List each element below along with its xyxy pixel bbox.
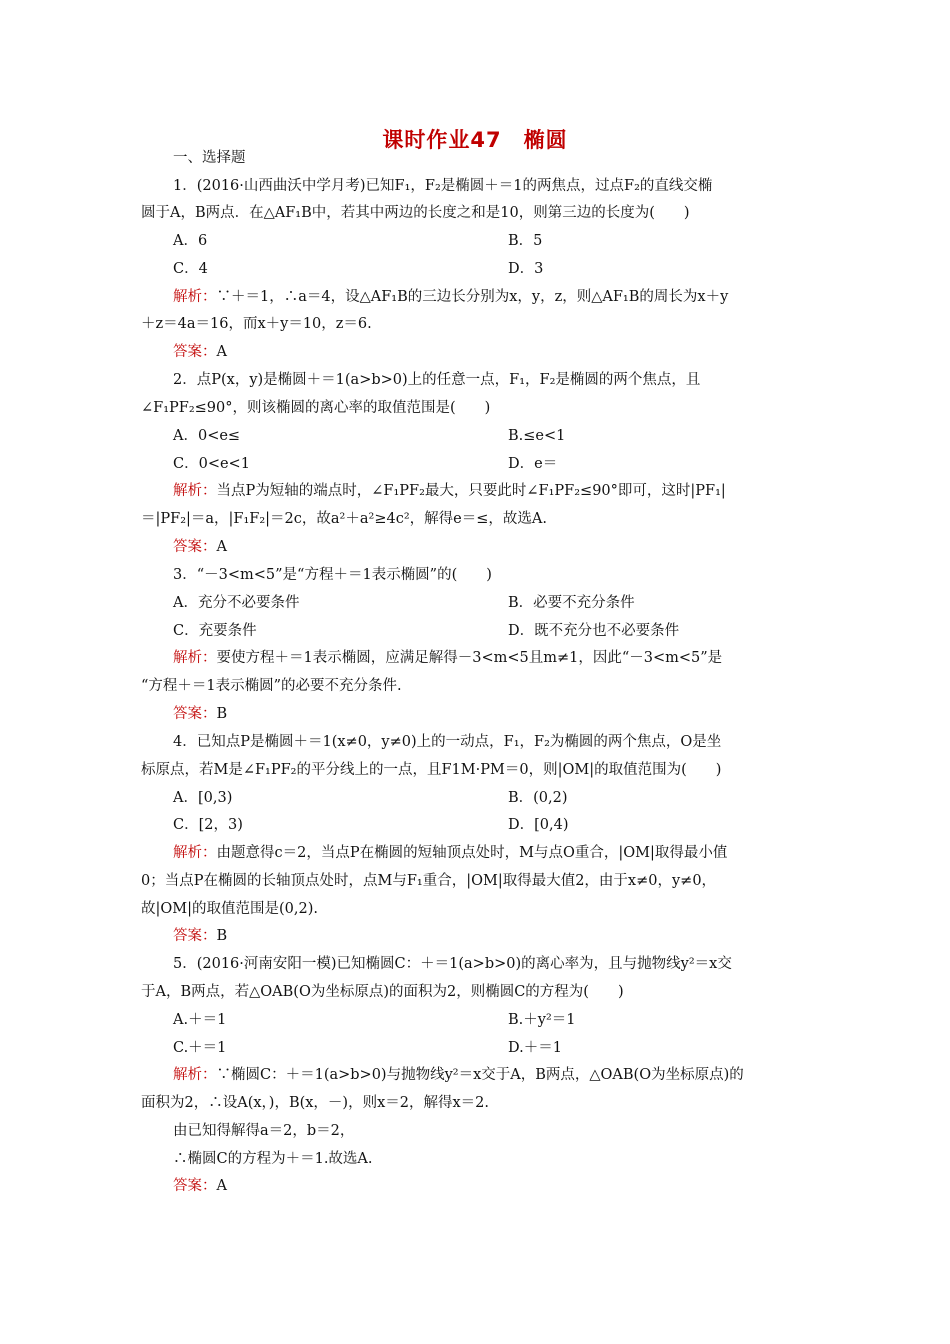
q4-option-d: D．[0,4): [508, 817, 569, 833]
section-heading: 一、选择题: [173, 150, 246, 166]
q2-stem-line2: ∠F₁PF₂≤90°，则该椭圆的离心率的取值范围是( ): [141, 400, 491, 416]
q1-solution-label: 解析：: [173, 289, 217, 305]
q5-stem-line2: 于A，B两点，若△OAB(O为坐标原点)的面积为2，则椭圆C的方程为( ): [141, 984, 624, 1000]
q4-options-row1: [173, 788, 843, 808]
q4-option-a: A．[0,3): [173, 790, 233, 806]
q3-answer-label: 答案：: [173, 706, 217, 722]
q5-solution-line3: 由已知得解得a＝2，b＝2，: [173, 1123, 355, 1139]
q1-option-c: C．4: [173, 261, 208, 277]
q3-answer-value: B: [216, 706, 228, 722]
q5-solution-label: 解析：: [173, 1067, 217, 1083]
q1-option-b: B．5: [508, 233, 543, 249]
q1-solution-text1: ∵＋＝1，∴a＝4，设△AF₁B的三边长分别为x，y，z，则△AF₁B的周长为x＋y: [216, 289, 729, 305]
q4-answer: [173, 926, 843, 946]
q4-answer-label: 答案：: [173, 928, 217, 944]
q5-solution-line4: ∴椭圆C的方程为＋＝1.故选A.: [173, 1151, 373, 1167]
q3-option-b: B．必要不充分条件: [508, 595, 635, 611]
q1-answer-label: 答案：: [173, 344, 217, 360]
q2-options-row1: [173, 426, 843, 446]
q1-stem-line1: 1．(2016·山西曲沃中学月考)已知F₁，F₂是椭圆＋＝1的两焦点，过点F₂的直线交椭: [173, 178, 713, 194]
q2-answer-label: 答案：: [173, 539, 217, 555]
q5-solution-line2: 面积为2，∴设A(x，)，B(x，－)，则x＝2，解得x＝2.: [141, 1095, 489, 1111]
q4-solution-line1: [173, 843, 843, 863]
q1-stem-line2: 圆于A，B两点．在△AF₁B中，若其中两边的长度之和是10，则第三边的长度为( ): [141, 205, 690, 221]
q1-answer-value: A: [216, 344, 227, 360]
q5-answer-value: A: [216, 1178, 227, 1194]
q1-option-d: D．3: [508, 261, 544, 277]
q3-option-a: A．充分不必要条件: [173, 595, 300, 611]
q5-answer: [173, 1176, 843, 1196]
q5-stem-line1: 5．(2016·河南安阳一模)已知椭圆C：＋＝1(a>b>0)的离心率为，且与抛物线y²＝x交: [173, 956, 732, 972]
q3-solution-line1: [173, 648, 843, 668]
q5-option-a: A.＋＝1: [173, 1012, 227, 1028]
q3-stem-line1: 3．“－3<m<5”是“方程＋＝1表示椭圆”的( ): [173, 567, 492, 583]
q5-solution-line1: [173, 1065, 843, 1085]
q5-options-row1: [173, 1010, 843, 1030]
q5-answer-label: 答案：: [173, 1178, 217, 1194]
q2-solution-label: 解析：: [173, 483, 217, 499]
q1-solution-line2: ＋z＝4a＝16，而x＋y＝10，z＝6.: [141, 316, 372, 332]
q2-options-row2: [173, 454, 843, 474]
q4-solution-line2: 0；当点P在椭圆的长轴顶点处时，点M与F₁重合，|OM|取得最大值2，由于x≠0，y≠0，: [141, 873, 717, 889]
q3-option-c: C．充要条件: [173, 623, 257, 639]
q1-option-a: A．6: [173, 233, 208, 249]
q2-option-c: C．0<e<1: [173, 456, 250, 472]
q2-option-d: D．e＝: [508, 456, 558, 472]
q3-solution-text1: 要使方程＋＝1表示椭圆，应满足解得－3<m<5且m≠1，因此“－3<m<5”是: [216, 650, 723, 666]
q4-solution-text1: 由题意得c＝2，当点P在椭圆的短轴顶点处时，M与点O重合，|OM|取得最小值: [216, 845, 728, 861]
q2-solution-line2: ＝|PF₂|＝a，|F₁F₂|＝2c，故a²＋a²≥4c²，解得e＝≤，故选A.: [141, 511, 547, 527]
q3-options-row1: [173, 593, 843, 613]
q2-solution-line1: [173, 481, 843, 501]
q2-option-b: B.≤e<1: [508, 428, 566, 444]
q4-solution-label: 解析：: [173, 845, 217, 861]
q2-answer-value: A: [216, 539, 227, 555]
q4-option-c: C．[2，3): [173, 817, 243, 833]
q5-options-row2: [173, 1038, 843, 1058]
q1-answer: [173, 342, 843, 362]
q3-solution-line2: “方程＋＝1表示椭圆”的必要不充分条件.: [141, 678, 402, 694]
q3-solution-label: 解析：: [173, 650, 217, 666]
q1-options-row1: [173, 231, 843, 251]
q5-solution-text1: ∵椭圆C：＋＝1(a>b>0)与抛物线y²＝x交于A，B两点，△OAB(O为坐标原点)的: [216, 1067, 744, 1083]
q1-options-row2: [173, 259, 843, 279]
q5-option-c: C.＋＝1: [173, 1040, 227, 1056]
q5-option-b: B.＋y²＝1: [508, 1012, 576, 1028]
q3-answer: [173, 704, 843, 724]
q4-stem-line2: 标原点，若M是∠F₁PF₂的平分线上的一点，且F1M·PM＝0，则|OM|的取值范围为( ): [141, 762, 722, 778]
q4-answer-value: B: [216, 928, 228, 944]
q4-solution-line3: 故|OM|的取值范围是(0,2).: [141, 901, 318, 917]
q5-option-d: D.＋＝1: [508, 1040, 562, 1056]
q3-option-d: D．既不充分也不必要条件: [508, 623, 680, 639]
q4-option-b: B．(0,2): [508, 790, 568, 806]
q4-stem-line1: 4．已知点P是椭圆＋＝1(x≠0，y≠0)上的一动点，F₁，F₂为椭圆的两个焦点，O是坐: [173, 734, 722, 750]
q4-options-row2: [173, 815, 843, 835]
page-title: 课时作业47 椭圆: [382, 128, 568, 152]
q2-stem-line1: 2．点P(x，y)是椭圆＋＝1(a>b>0)上的任意一点，F₁，F₂是椭圆的两个焦点，且: [173, 372, 701, 388]
q2-option-a: A．0<e≤: [173, 428, 241, 444]
q2-solution-text1: 当点P为短轴的端点时，∠F₁PF₂最大，只要此时∠F₁PF₂≤90°即可，这时|PF₁|: [216, 483, 726, 499]
q3-options-row2: [173, 621, 843, 641]
q2-answer: [173, 537, 843, 557]
q1-solution-line1: [173, 287, 843, 307]
